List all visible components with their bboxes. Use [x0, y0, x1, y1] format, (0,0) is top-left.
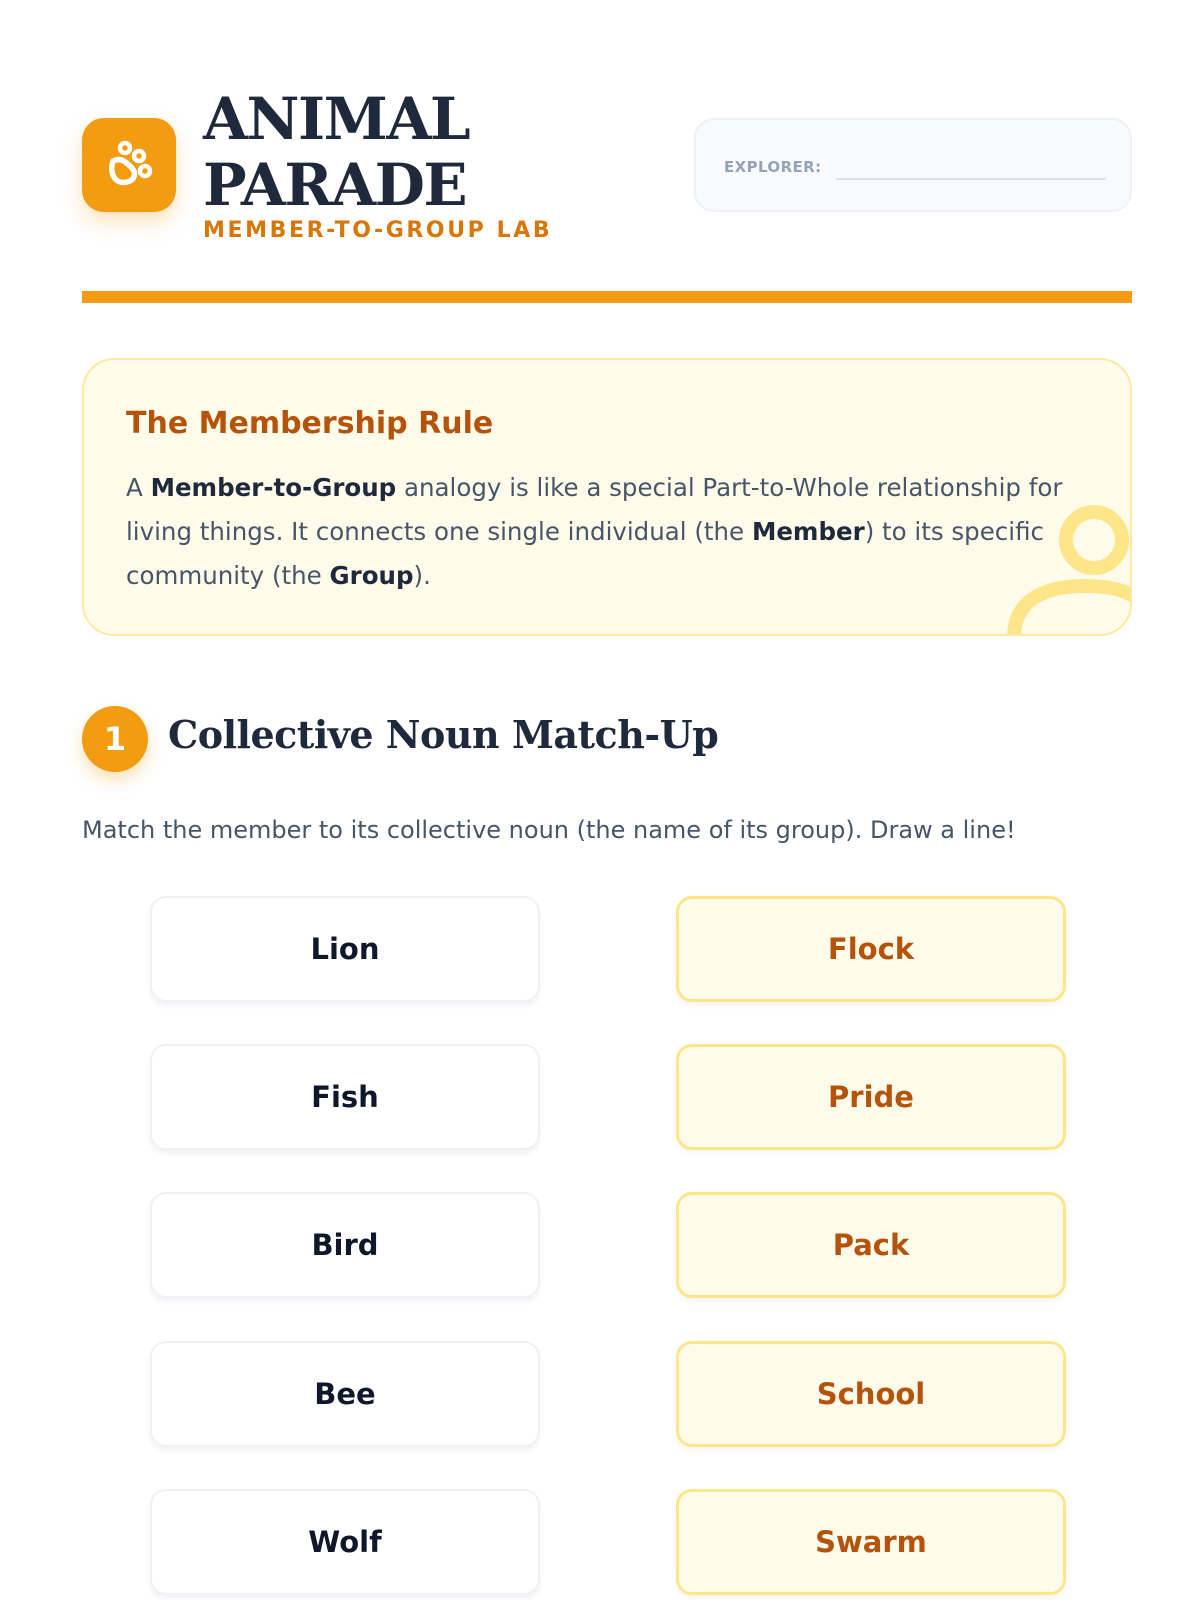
member-card-lion[interactable]: Lion: [150, 896, 540, 1002]
title-line-2: PARADE: [203, 151, 467, 219]
explorer-label: EXPLORER:: [724, 158, 822, 176]
rule-term-member-to-group: Member-to-Group: [150, 473, 397, 502]
membership-rule-card: [82, 358, 1132, 636]
group-card-school[interactable]: School: [676, 1341, 1066, 1447]
explorer-name-field[interactable]: [694, 118, 1132, 212]
group-card-pack[interactable]: Pack: [676, 1192, 1066, 1298]
member-card-bee[interactable]: Bee: [150, 1341, 540, 1447]
rule-text-4: ).: [413, 561, 431, 590]
rule-title: The Membership Rule: [126, 406, 494, 441]
paw-icon: [99, 135, 159, 195]
title-line-1: ANIMAL: [203, 85, 470, 153]
header-divider: [82, 291, 1132, 303]
group-card-flock[interactable]: Flock: [676, 896, 1066, 1002]
rule-text-1: A: [126, 473, 151, 502]
member-card-wolf[interactable]: Wolf: [150, 1489, 540, 1595]
step-number-badge: 1: [82, 706, 148, 772]
rule-term-member: Member: [751, 517, 865, 546]
page-subtitle: MEMBER-TO-GROUP LAB: [203, 218, 553, 243]
rule-text-3: ) to its specific community (the: [126, 517, 1044, 590]
group-card-swarm[interactable]: Swarm: [676, 1489, 1066, 1595]
rule-term-group: Group: [329, 561, 414, 590]
group-card-pride[interactable]: Pride: [676, 1044, 1066, 1150]
explorer-input-line[interactable]: [836, 178, 1106, 180]
logo: [82, 118, 176, 212]
section-instructions: Match the member to its collective noun (the name of its group). Draw a line!: [82, 816, 1016, 844]
rule-text-2: analogy is like a special Part-to-Whole relationship for living things. It connects one single individual (the: [126, 473, 1063, 546]
member-card-bird[interactable]: Bird: [150, 1192, 540, 1298]
member-card-fish[interactable]: Fish: [150, 1044, 540, 1150]
section-title: Collective Noun Match-Up: [168, 712, 719, 757]
rule-text: [126, 466, 1106, 598]
page-title: [203, 86, 469, 218]
